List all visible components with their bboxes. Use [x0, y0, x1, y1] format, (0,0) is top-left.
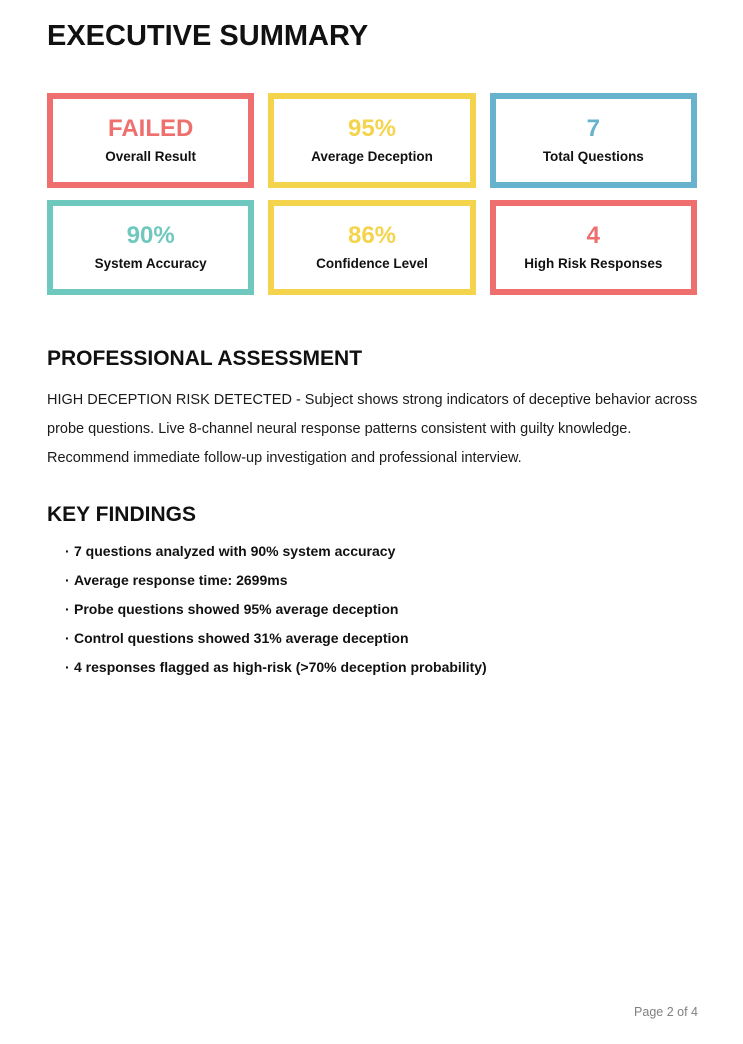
- stat-card-overall-result: [47, 93, 254, 188]
- stat-label: System Accuracy: [94, 256, 207, 272]
- assessment-body-text: HIGH DECEPTION RISK DETECTED - Subject shows strong indicators of deceptive behavior across probe questions. Live 8-channel neural response patterns consistent with guilty knowledge. Recommend immediate follow-up investigation and professional interview.: [47, 392, 698, 466]
- stat-card-high-risk-responses: [490, 200, 697, 295]
- key-findings-section: [47, 503, 697, 682]
- finding-item: · 4 responses flagged as high-risk (>70% deception probability): [47, 653, 697, 682]
- stat-card-confidence-level: [268, 200, 475, 295]
- stat-card-system-accuracy: [47, 200, 254, 295]
- stat-value: FAILED: [107, 115, 194, 143]
- finding-item: · Control questions showed 31% average deception: [47, 624, 697, 653]
- stat-label: Overall Result: [105, 149, 197, 165]
- finding-item: · Average response time: 2699ms: [47, 566, 697, 595]
- stat-value: 4: [586, 222, 600, 250]
- page-number: Page 2 of 4: [634, 1005, 698, 1019]
- finding-item: · Probe questions showed 95% average deception: [47, 595, 697, 624]
- stat-value: 95%: [347, 115, 397, 143]
- stat-label: Average Deception: [311, 149, 433, 165]
- stat-label: High Risk Responses: [524, 256, 663, 272]
- stat-label: Confidence Level: [316, 256, 428, 272]
- stat-card-total-questions: [490, 93, 697, 188]
- stat-value: 7: [586, 115, 600, 143]
- stat-value: 90%: [126, 222, 175, 250]
- stat-card-average-deception: [268, 93, 475, 188]
- finding-item: · 7 questions analyzed with 90% system accuracy: [47, 537, 697, 566]
- findings-list: [47, 537, 697, 682]
- stat-value: 86%: [347, 222, 397, 250]
- page-title: EXECUTIVE SUMMARY: [47, 20, 369, 52]
- stat-label: Total Questions: [542, 149, 644, 165]
- summary-stat-grid: [47, 93, 697, 295]
- assessment-heading: PROFESSIONAL ASSESSMENT: [47, 347, 363, 370]
- professional-assessment-section: [47, 347, 697, 473]
- findings-heading: KEY FINDINGS: [47, 503, 196, 526]
